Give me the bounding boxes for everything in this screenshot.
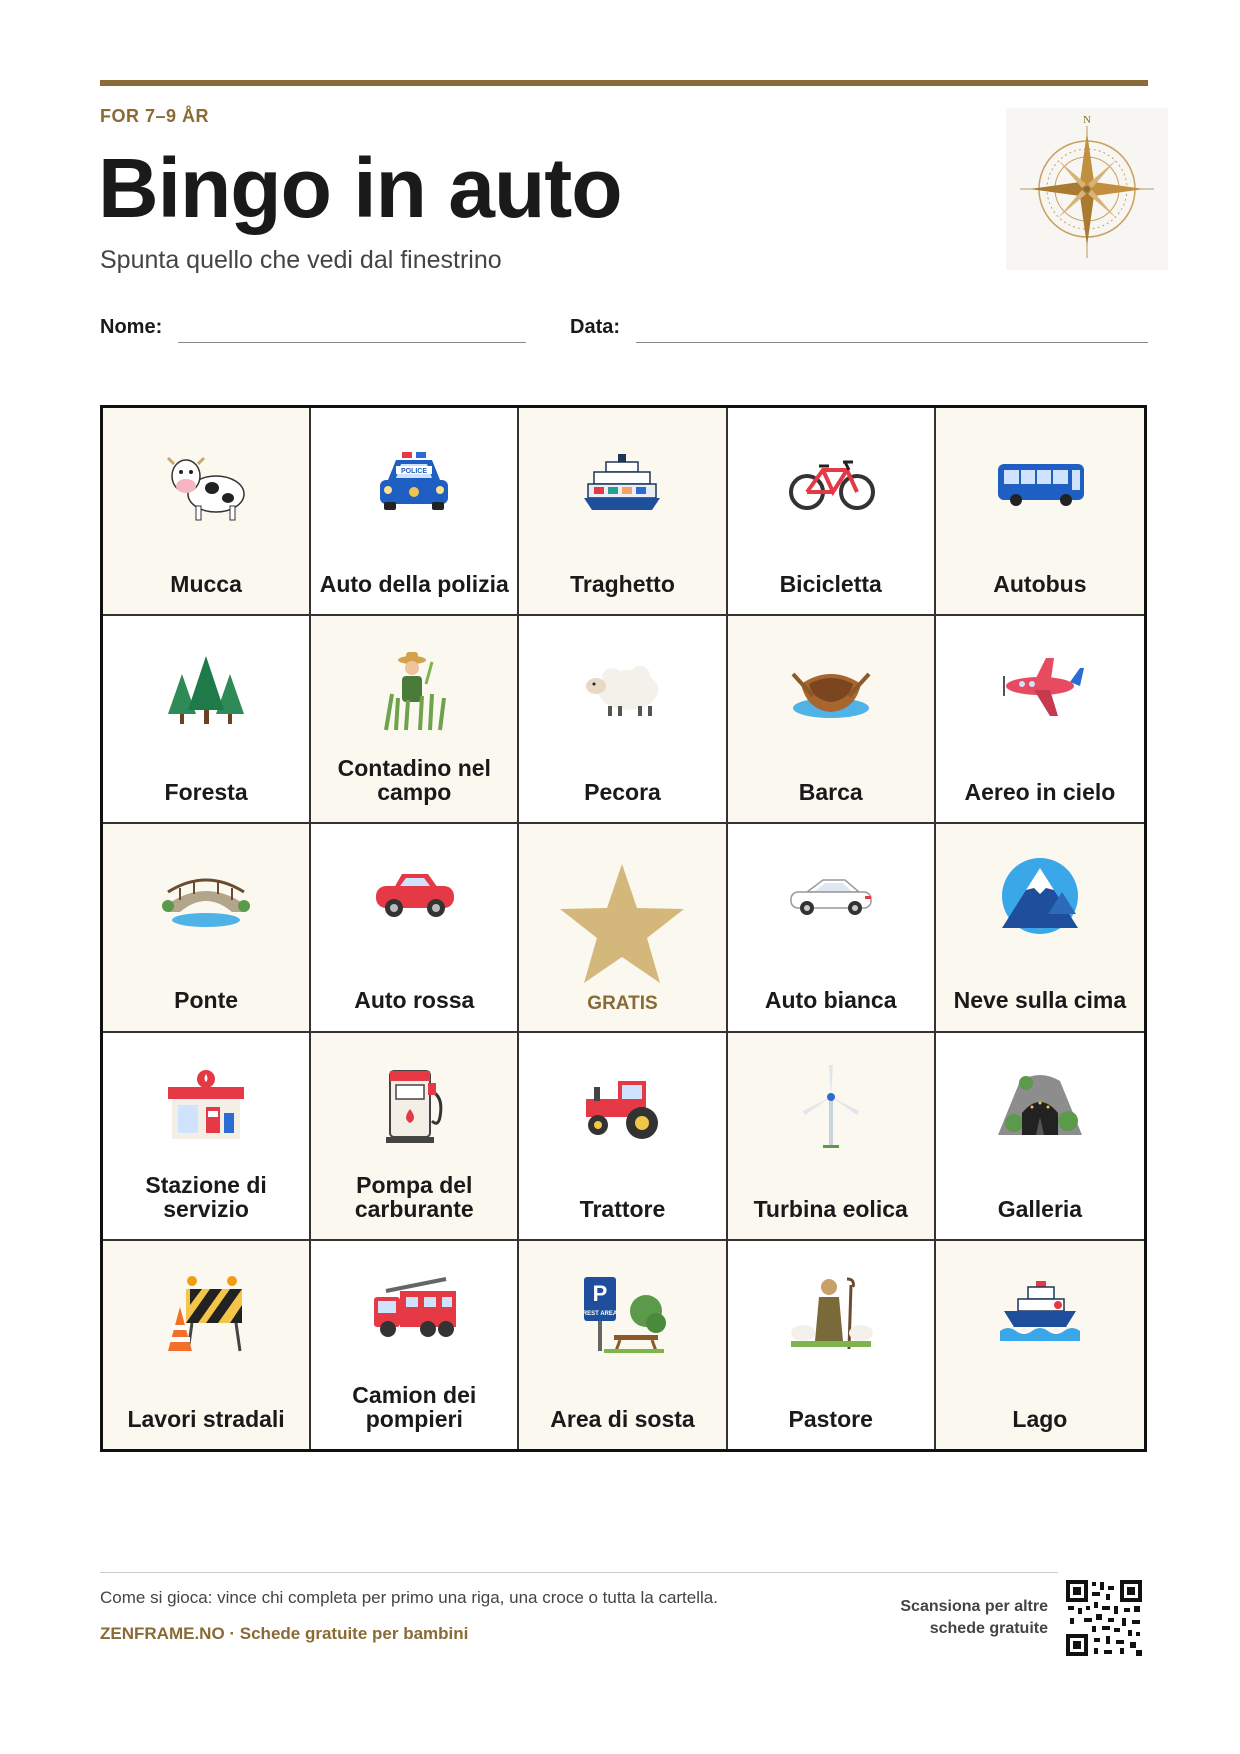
bridge-icon [158, 852, 254, 948]
farmer-icon [366, 644, 462, 740]
cell-label: Auto rossa [354, 987, 475, 1014]
bingo-cell-foresta[interactable] [103, 616, 311, 824]
parking-letter: P [593, 1280, 608, 1306]
qr-code-icon[interactable] [1064, 1578, 1144, 1658]
bingo-cell-stazione[interactable] [103, 1033, 311, 1241]
bingo-cell-auto-bianca[interactable] [728, 824, 936, 1032]
police-text: POLICE [401, 468, 428, 475]
wind-turbine-icon [783, 1061, 879, 1157]
cell-label: Bicicletta [779, 571, 882, 598]
bingo-cell-pompieri[interactable] [311, 1241, 519, 1449]
bingo-cell-lavori[interactable] [103, 1241, 311, 1449]
cell-label: Area di sosta [550, 1405, 695, 1432]
bingo-cell-galleria[interactable] [936, 1033, 1144, 1241]
red-car-icon [366, 852, 462, 948]
cell-label: Pompa del carburante [354, 1171, 474, 1222]
cell-label: Lavori stradali [127, 1405, 285, 1432]
date-input-line[interactable] [636, 342, 1148, 343]
cell-label: Mucca [170, 571, 242, 598]
cell-label: Turbina eolica [753, 1195, 908, 1222]
bingo-cell-autobus[interactable] [936, 408, 1144, 616]
police-car-icon [366, 436, 462, 532]
bingo-cell-area-sosta[interactable] [519, 1241, 727, 1449]
cell-label: Pastore [788, 1405, 873, 1432]
compass-north-letter: N [1083, 114, 1091, 126]
scan-prompt: Scansiona per altre schede gratuite [900, 1598, 1048, 1638]
cell-label: Camion dei pompieri [352, 1381, 477, 1432]
cell-label: Trattore [579, 1195, 666, 1222]
bingo-cell-pastore[interactable] [728, 1241, 936, 1449]
airplane-icon [992, 644, 1088, 740]
bingo-cell-contadino[interactable] [311, 616, 519, 824]
bingo-cell-trattore[interactable] [519, 1033, 727, 1241]
gas-station-icon [158, 1061, 254, 1157]
fuel-pump-icon [366, 1061, 462, 1157]
bingo-cell-ponte[interactable] [103, 824, 311, 1032]
bingo-cell-auto-polizia[interactable] [311, 408, 519, 616]
roadworks-icon [158, 1269, 254, 1365]
bicycle-icon [783, 436, 879, 532]
cell-label: Lago [1012, 1405, 1068, 1432]
white-car-icon [783, 852, 879, 948]
name-input-line[interactable] [178, 342, 526, 343]
cell-label: Foresta [164, 779, 248, 806]
brand-footer[interactable]: ZENFRAME.NO · Schede gratuite per bambini [100, 1624, 469, 1643]
cell-label: Contadino nel campo [337, 755, 491, 806]
free-space-label: GRATIS [587, 992, 658, 1014]
tractor-icon [574, 1061, 670, 1157]
cell-label: Traghetto [570, 571, 675, 598]
cell-label: Ponte [174, 987, 239, 1014]
cell-label: Stazione di servizio [145, 1171, 267, 1222]
page-title: Bingo in auto [98, 141, 622, 235]
bingo-cell-traghetto[interactable] [519, 408, 727, 616]
lake-boat-icon [992, 1269, 1088, 1365]
sheep-icon [574, 644, 670, 740]
fire-truck-icon [366, 1269, 462, 1365]
snowy-mountain-icon [992, 852, 1088, 948]
cell-label: Pecora [584, 779, 661, 806]
cell-label: Barca [798, 779, 863, 806]
cell-label: Auto bianca [764, 987, 897, 1014]
shepherd-icon [783, 1269, 879, 1365]
bus-icon [992, 436, 1088, 532]
tunnel-icon [992, 1061, 1088, 1157]
cell-label: Neve sulla cima [953, 987, 1127, 1014]
age-label: FOR 7–9 ÅR [100, 106, 210, 126]
compass-icon [1006, 108, 1168, 270]
top-rule [100, 80, 1148, 86]
cell-label: Galleria [997, 1195, 1083, 1222]
bingo-cell-bicicletta[interactable] [728, 408, 936, 616]
bingo-cell-neve[interactable] [936, 824, 1144, 1032]
cell-label: Auto della polizia [319, 571, 509, 598]
forest-icon [158, 644, 254, 740]
footer-divider [100, 1572, 1058, 1573]
cell-label: Autobus [993, 571, 1087, 598]
bingo-grid [100, 405, 1147, 1452]
page-subtitle: Spunta quello che vedi dal finestrino [100, 246, 502, 274]
bingo-cell-aereo[interactable] [936, 616, 1144, 824]
bingo-cell-pecora[interactable] [519, 616, 727, 824]
rest-area-icon [574, 1269, 670, 1365]
bingo-cell-pompa[interactable] [311, 1033, 519, 1241]
cow-icon [158, 436, 254, 532]
star-icon [557, 862, 687, 986]
bingo-cell-barca[interactable] [728, 616, 936, 824]
rest-area-sign-text: REST AREA [583, 1310, 618, 1317]
bingo-cell-lago[interactable] [936, 1241, 1144, 1449]
how-to-play-text: Come si gioca: vince chi completa per primo una riga, una croce o tutta la cartella. [100, 1588, 718, 1607]
rowboat-icon [783, 644, 879, 740]
ferry-icon [574, 436, 670, 532]
date-label: Data: [570, 316, 621, 338]
bingo-cell-mucca[interactable] [103, 408, 311, 616]
bingo-cell-auto-rossa[interactable] [311, 824, 519, 1032]
bingo-cell-turbina[interactable] [728, 1033, 936, 1241]
bingo-cell-gratis [519, 824, 727, 1032]
name-label: Nome: [100, 316, 163, 338]
cell-label: Aereo in cielo [964, 779, 1116, 806]
